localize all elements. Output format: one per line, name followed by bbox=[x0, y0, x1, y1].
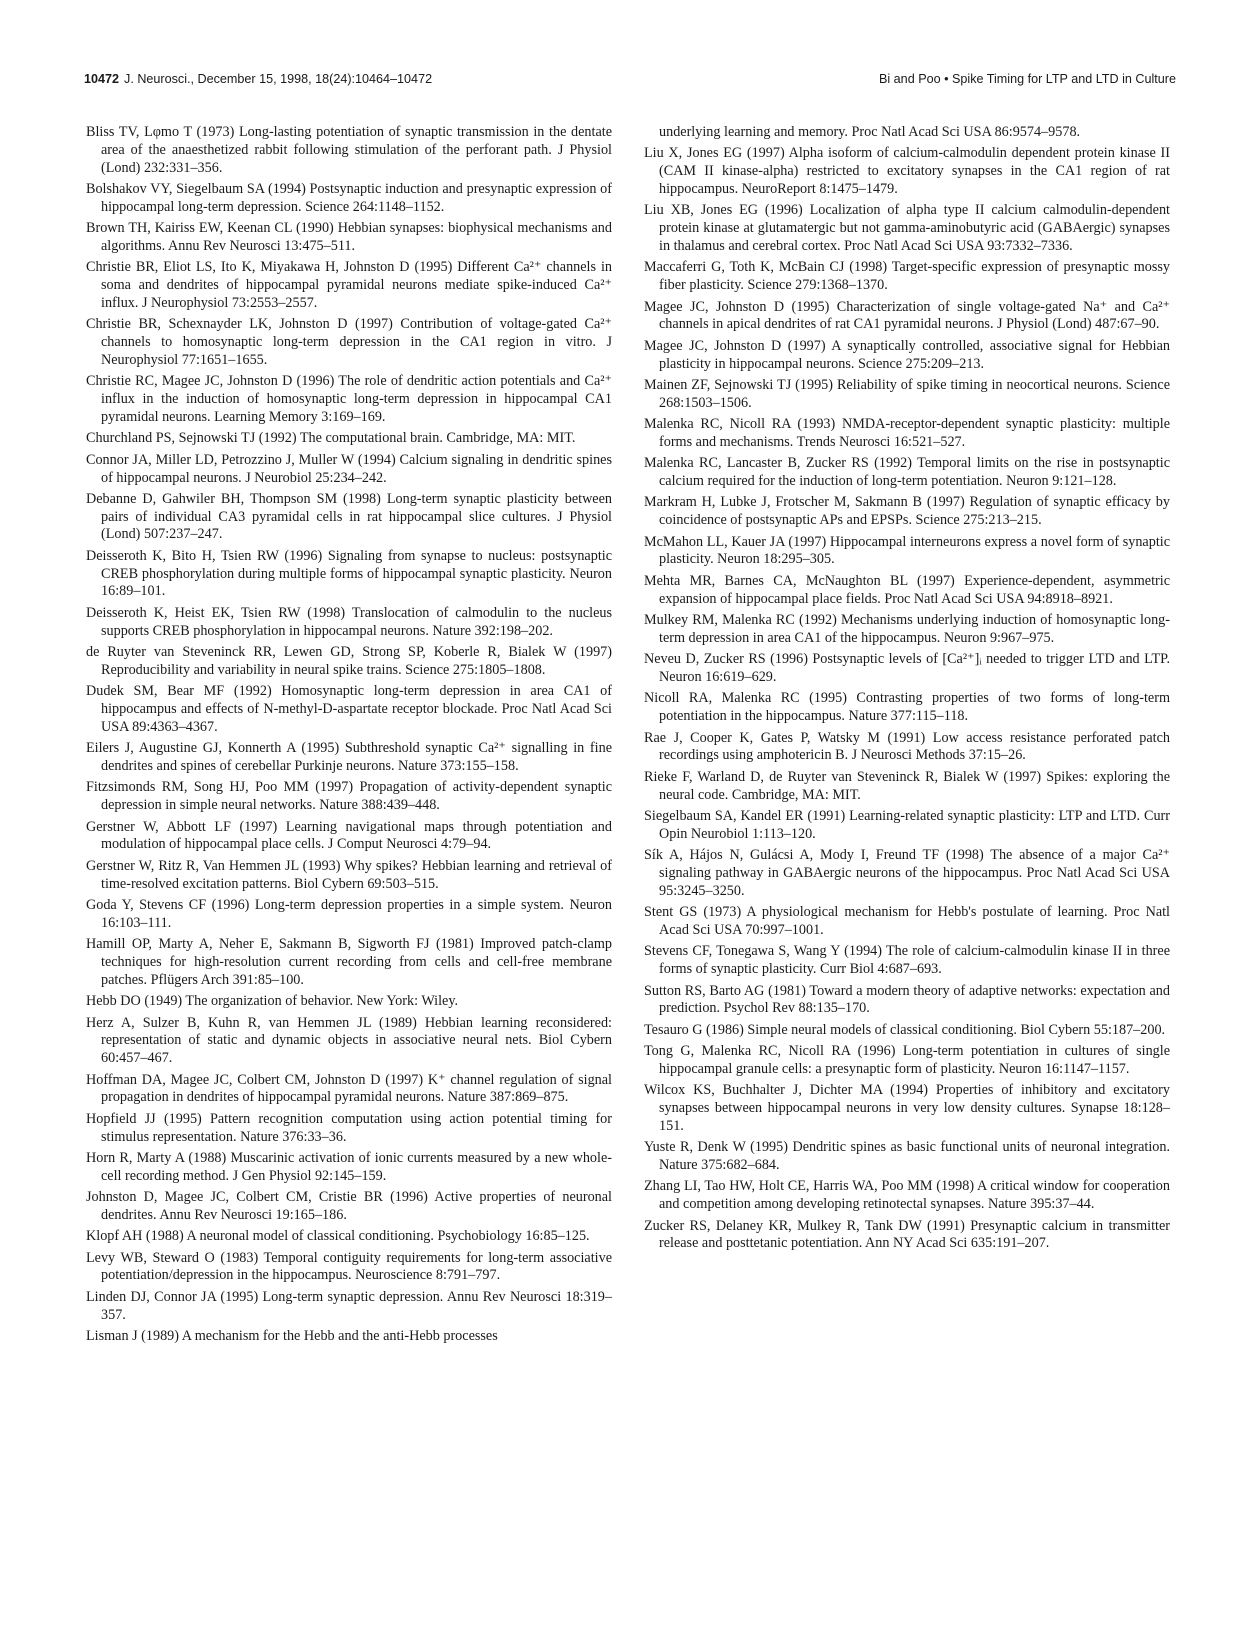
reference-item: Eilers J, Augustine GJ, Konnerth A (1995) Subthreshold synaptic Ca²⁺ signalling in fine dendrites and spines of cerebellar Purkinje neurons. Nature 373:155–158. bbox=[86, 740, 612, 775]
reference-item: Tesauro G (1986) Simple neural models of classical conditioning. Biol Cybern 55:187–200. bbox=[644, 1021, 1166, 1038]
references-right-column bbox=[644, 124, 1170, 1257]
journal-citation: J. Neurosci., December 15, 1998, 18(24):10464–10472 bbox=[124, 72, 433, 86]
reference-continuation: underlying learning and memory. Proc Natl Acad Sci USA 86:9574–9578. bbox=[659, 124, 1081, 140]
reference-item: Gerstner W, Ritz R, Van Hemmen JL (1993) Why spikes? Hebbian learning and retrieval of time-resolved excitation patterns. Biol Cybern 69:503–515. bbox=[86, 857, 612, 892]
reference-item: Christie BR, Schexnayder LK, Johnston D (1997) Contribution of voltage-gated Ca²⁺ channels to homosynaptic long-term depression in the CA1 region in vitro. J Neurophysiol 77:1651–1655. bbox=[86, 316, 612, 368]
reference-item: Yuste R, Denk W (1995) Dendritic spines as basic functional units of neuronal integration. Nature 375:682–684. bbox=[644, 1139, 1170, 1174]
reference-item: Liu XB, Jones EG (1996) Localization of alpha type II calcium calmodulin-dependent protein kinase at glutamatergic but not gamma-aminobutyric acid (GABAergic) synapses in thalamus and cerebral cortex. Proc Natl Acad Sci USA 93:7332–7336. bbox=[644, 202, 1170, 254]
reference-item: Herz A, Sulzer B, Kuhn R, van Hemmen JL (1989) Hebbian learning reconsidered: representation of static and dynamic objects in associative neural nets. Biol Cybern 60:457–467. bbox=[86, 1014, 612, 1067]
reference-item: Tong G, Malenka RC, Nicoll RA (1996) Long-term potentiation in cultures of single hippocampal granule cells: a presynaptic form of plasticity. Neuron 16:1147–1157. bbox=[644, 1043, 1170, 1077]
reference-item: Deisseroth K, Bito H, Tsien RW (1996) Signaling from synapse to nucleus: postsynaptic CREB phosphorylation during multiple forms of hippocampal synaptic plasticity. Neuron 16:89–101. bbox=[86, 547, 612, 600]
reference-item: Hoffman DA, Magee JC, Colbert CM, Johnston D (1997) K⁺ channel regulation of signal propagation in dendrites of hippocampal pyramidal neurons. Nature 387:869–875. bbox=[86, 1071, 612, 1106]
reference-item: Rae J, Cooper K, Gates P, Watsky M (1991) Low access resistance perforated patch recordings using amphotericin B. J Neurosci Methods 37:15–26. bbox=[644, 729, 1170, 764]
reference-item: Christie RC, Magee JC, Johnston D (1996) The role of dendritic action potentials and Ca²⁺ influx in the induction of homosynaptic long-term depression in hippocampal CA1 pyramidal neurons. Learning Memory 3:169–169. bbox=[86, 373, 612, 425]
running-header bbox=[84, 72, 1176, 92]
reference-item: Klopf AH (1988) A neuronal model of classical conditioning. Psychobiology 16:85–125. bbox=[86, 1228, 590, 1245]
reference-item: Wilcox KS, Buchhalter J, Dichter MA (1994) Properties of inhibitory and excitatory synapses between hippocampal neurons in very low density cultures. Synapse 18:128–151. bbox=[644, 1082, 1170, 1134]
reference-item: Zhang LI, Tao HW, Holt CE, Harris WA, Poo MM (1998) A critical window for cooperation and competition among developing retinotectal synapses. Nature 395:37–44. bbox=[644, 1178, 1170, 1213]
reference-item: Rieke F, Warland D, de Ruyter van Steveninck R, Bialek W (1997) Spikes: exploring the neural code. Cambridge, MA: MIT. bbox=[644, 768, 1170, 803]
reference-item: Mehta MR, Barnes CA, McNaughton BL (1997) Experience-dependent, asymmetric expansion of hippocampal place fields. Proc Natl Acad Sci USA 94:8918–8921. bbox=[644, 572, 1170, 607]
reference-item: McMahon LL, Kauer JA (1997) Hippocampal interneurons express a novel form of synaptic plasticity. Neuron 18:295–305. bbox=[644, 533, 1170, 568]
reference-item: Deisseroth K, Heist EK, Tsien RW (1998) Translocation of calmodulin to the nucleus supports CREB phosphorylation in hippocampal neurons. Nature 392:198–202. bbox=[86, 604, 612, 639]
running-title: Bi and Poo • Spike Timing for LTP and LTD in Culture bbox=[878, 72, 1176, 86]
reference-item: Maccaferri G, Toth K, McBain CJ (1998) Target-specific expression of presynaptic mossy fiber plasticity. Science 279:1368–1370. bbox=[644, 259, 1170, 294]
reference-item: Churchland PS, Sejnowski TJ (1992) The computational brain. Cambridge, MA: MIT. bbox=[86, 430, 576, 447]
reference-item: Fitzsimonds RM, Song HJ, Poo MM (1997) Propagation of activity-dependent synaptic depression in simple neural networks. Nature 388:439–448. bbox=[86, 779, 612, 814]
reference-item: Lisman J (1989) A mechanism for the Hebb and the anti-Hebb processes bbox=[86, 1328, 498, 1345]
reference-item: Mainen ZF, Sejnowski TJ (1995) Reliability of spike timing in neocortical neurons. Science 268:1503–1506. bbox=[644, 376, 1170, 411]
reference-item: Christie BR, Eliot LS, Ito K, Miyakawa H, Johnston D (1995) Different Ca²⁺ channels in soma and dendrites of hippocampal pyramidal neurons mediate spike-induced Ca²⁺ influx. J Neurophysiol 73:2553–2557. bbox=[86, 259, 612, 311]
reference-item: Gerstner W, Abbott LF (1997) Learning navigational maps through potentiation and modulation of hippocampal place cells. J Comput Neurosci 4:79–94. bbox=[86, 818, 612, 853]
reference-item: Neveu D, Zucker RS (1996) Postsynaptic levels of [Ca²⁺]ᵢ needed to trigger LTD and LTP. Neuron 16:619–629. bbox=[644, 651, 1170, 686]
reference-item: Hamill OP, Marty A, Neher E, Sakmann B, Sigworth FJ (1981) Improved patch-clamp techniques for high-resolution current recording from cells and cell-free membrane patches. Pflügers Arch 391:85–100. bbox=[86, 936, 612, 988]
reference-item: Stent GS (1973) A physiological mechanism for Hebb's postulate of learning. Proc Natl Acad Sci USA 70:997–1001. bbox=[644, 904, 1170, 938]
references-left-column bbox=[86, 124, 612, 1349]
reference-item: Magee JC, Johnston D (1997) A synaptically controlled, associative signal for Hebbian plasticity in hippocampal neurons. Science 275:209–213. bbox=[644, 337, 1170, 372]
reference-item: Malenka RC, Lancaster B, Zucker RS (1992) Temporal limits on the rise in postsynaptic calcium required for the induction of long-term potentiation. Neuron 9:121–128. bbox=[644, 455, 1170, 490]
reference-item: Bolshakov VY, Siegelbaum SA (1994) Postsynaptic induction and presynaptic expression of hippocampal long-term depression. Science 264:1148–1152. bbox=[86, 180, 612, 215]
reference-item: Debanne D, Gahwiler BH, Thompson SM (1998) Long-term synaptic plasticity between pairs of individual CA3 pyramidal cells in rat hippocampal slice cultures. J Physiol (Lond) 507:237–247. bbox=[86, 490, 612, 543]
reference-item: Siegelbaum SA, Kandel ER (1991) Learning-related synaptic plasticity: LTP and LTD. Curr Opin Neurobiol 1:113–120. bbox=[644, 807, 1170, 842]
reference-item: Goda Y, Stevens CF (1996) Long-term depression properties in a simple system. Neuron 16:103–111. bbox=[86, 896, 612, 931]
reference-item: Stevens CF, Tonegawa S, Wang Y (1994) The role of calcium-calmodulin kinase II in three forms of synaptic plasticity. Curr Biol 4:687–693. bbox=[644, 943, 1170, 978]
reference-item: Dudek SM, Bear MF (1992) Homosynaptic long-term depression in area CA1 of hippocampus and effects of N-methyl-D-aspartate receptor blockade. Proc Natl Acad Sci USA 89:4363–4367. bbox=[86, 683, 612, 735]
reference-item: Levy WB, Steward O (1983) Temporal contiguity requirements for long-term associative potentiation/depression in the hippocampus. Neuroscience 8:791–797. bbox=[86, 1249, 612, 1284]
reference-item: de Ruyter van Steveninck RR, Lewen GD, Strong SP, Koberle R, Bialek W (1997) Reproducibility and variability in neural spike trains. Science 275:1805–1808. bbox=[86, 644, 612, 678]
reference-item: Hebb DO (1949) The organization of behavior. New York: Wiley. bbox=[86, 993, 459, 1010]
reference-item: Johnston D, Magee JC, Colbert CM, Cristie BR (1996) Active properties of neuronal dendrites. Annu Rev Neurosci 19:165–186. bbox=[86, 1189, 612, 1223]
reference-item: Mulkey RM, Malenka RC (1992) Mechanisms underlying induction of homosynaptic long-term depression in area CA1 of the hippocampus. Neuron 9:967–975. bbox=[644, 612, 1170, 646]
reference-item: Zucker RS, Delaney KR, Mulkey R, Tank DW (1991) Presynaptic calcium in transmitter release and posttetanic potentiation. Ann NY Acad Sci 635:191–207. bbox=[644, 1217, 1170, 1252]
page-number: 10472 bbox=[84, 72, 120, 86]
reference-item: Horn R, Marty A (1988) Muscarinic activation of ionic currents measured by a new whole-cell recording method. J Gen Physiol 92:145–159. bbox=[86, 1149, 612, 1184]
reference-item: Linden DJ, Connor JA (1995) Long-term synaptic depression. Annu Rev Neurosci 18:319–357. bbox=[86, 1288, 612, 1323]
reference-item: Magee JC, Johnston D (1995) Characterization of single voltage-gated Na⁺ and Ca²⁺ channels in apical dendrites of rat CA1 pyramidal neurons. J Physiol (Lond) 487:67–90. bbox=[644, 298, 1170, 333]
reference-item: Sík A, Hájos N, Gulácsi A, Mody I, Freund TF (1998) The absence of a major Ca²⁺ signaling pathway in GABAergic neurons of the hippocampus. Proc Natl Acad Sci USA 95:3245–3250. bbox=[644, 847, 1170, 899]
reference-item: Liu X, Jones EG (1997) Alpha isoform of calcium-calmodulin dependent protein kinase II (CAM II kinase-alpha) restricted to excitatory synapses in the CA1 region of rat hippocampus. NeuroReport 8:1475–1479. bbox=[644, 145, 1170, 197]
header-left bbox=[84, 72, 432, 86]
reference-item: Markram H, Lubke J, Frotscher M, Sakmann B (1997) Regulation of synaptic efficacy by coincidence of postsynaptic APs and EPSPs. Science 275:213–215. bbox=[644, 494, 1170, 529]
reference-item: Connor JA, Miller LD, Petrozzino J, Muller W (1994) Calcium signaling in dendritic spines of hippocampal neurons. J Neurobiol 25:234–242. bbox=[86, 451, 612, 486]
reference-item: Hopfield JJ (1995) Pattern recognition computation using action potential timing for stimulus representation. Nature 376:33–36. bbox=[86, 1110, 612, 1145]
reference-item: Brown TH, Kairiss EW, Keenan CL (1990) Hebbian synapses: biophysical mechanisms and algorithms. Annu Rev Neurosci 13:475–511. bbox=[86, 220, 612, 254]
reference-item: Nicoll RA, Malenka RC (1995) Contrasting properties of two forms of long-term potentiation in the hippocampus. Nature 377:115–118. bbox=[644, 690, 1170, 725]
reference-item: Sutton RS, Barto AG (1981) Toward a modern theory of adaptive networks: expectation and prediction. Psychol Rev 88:135–170. bbox=[644, 982, 1170, 1017]
reference-item: Bliss TV, Lφmo T (1973) Long-lasting potentiation of synaptic transmission in the dentate area of the anaesthetized rabbit following stimulation of the perforant path. J Physiol (Lond) 232:331–356. bbox=[86, 124, 612, 176]
reference-item: Malenka RC, Nicoll RA (1993) NMDA-receptor-dependent synaptic plasticity: multiple forms and mechanisms. Trends Neurosci 16:521–527. bbox=[644, 416, 1170, 450]
